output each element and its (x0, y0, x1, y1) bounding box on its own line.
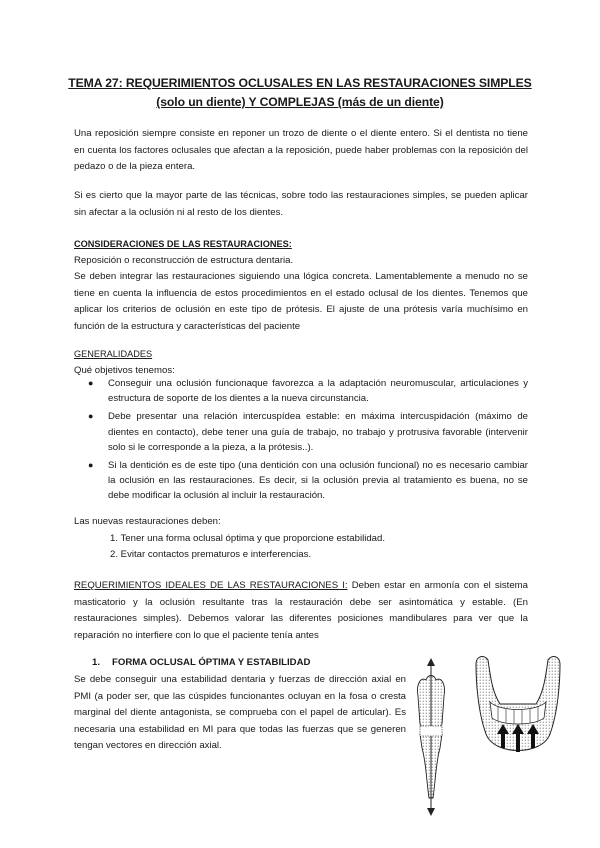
lower-tooth-root (420, 730, 442, 799)
bullet-icon: ● (88, 378, 94, 388)
consideraciones-line: Reposición o reconstrucción de estructura dentaria. (74, 254, 294, 266)
arrow-up-icon (427, 658, 435, 666)
intro-paragraph-2: Si es cierto que la mayor parte de las técnicas, sobre todo las restauraciones simples, se pueden aplicar sin afectar a la oclusión ni al resto de los dientes. (74, 190, 528, 218)
section-1-heading (92, 657, 310, 668)
section-1-text: Se debe conseguir una estabilidad dentaria y fuerzas de dirección axial en PMI (a poder ser, que las cúspides funcionantes ocluyan en la fosa o cresta marginal del diente antagonista, se comprueba con el papel de articular). Es necesaria una estabilidad en MI para que todas las fuerzas que se generen tengan vectores en dirección axial. (74, 674, 406, 752)
arrow-down-icon (427, 808, 435, 816)
bullet-item: ● Conseguir una oclusión funcionaque favorezca a la adaptación neuromuscular, articulaciones y estructura de soporte de los dientes a la nueva circunstancia. (88, 378, 528, 405)
mandible-forces-figure (470, 652, 566, 764)
consideraciones-section (74, 236, 528, 336)
consideraciones-heading: CONSIDERACIONES DE LAS RESTAURACIONES: (74, 239, 292, 249)
section-1-number: 1. (92, 657, 101, 668)
bullet-icon: ● (88, 460, 94, 471)
title-line-2: (solo un diente) Y COMPLEJAS (más de un diente) (156, 95, 444, 109)
force-arrows (497, 724, 539, 752)
nuevas-item-2: 2. Evitar contactos prematuros e interferencias. (110, 549, 312, 560)
requerimientos-text: Deben estar en armonía con el sistema masticatorio y la oclusión resultante tras la restauración debe ser asintomática y estable. (En restauraciones simples). Debemos valorar las diferentes posiciones mandibulares para ver que la reparación no interfiere con lo que el paciente tenía antes (74, 580, 528, 641)
generalidades-bullet-list (88, 376, 528, 507)
requerimientos-paragraph (74, 578, 528, 644)
bullet-icon: ● (88, 411, 94, 422)
nuevas-item-1: 1. Tener una forma oclusal óptima y que proporcione estabilidad. (110, 533, 386, 544)
requerimientos-heading: REQUERIMIENTOS IDEALES DE LAS RESTAURACIONES I: (74, 580, 348, 591)
intro-paragraph-1: Una reposición siempre consiste en reponer un trozo de diente o el diente entero. Si el dentista no tiene en cuenta los factores oclusales que afectan a la reposición, puede haber problemas con la reposición del pedazo o de la pieza entera. (74, 128, 528, 173)
occlusal-contact-zone (420, 726, 442, 736)
consideraciones-text: Se deben integrar las restauraciones siguiendo una lógica concreta. Lamentablemente a menudo no se tiene en cuenta la influencia de estos procedimientos en el estado oclusal de los dientes. Tenemos que aplicar los criterios de oclusión en este tipo de prótesis. El ajuste de una prótesis varía muchísimo en función de la estructura y características del paciente (74, 271, 528, 332)
generalidades-intro: Qué objetivos tenemos: (74, 364, 175, 376)
nuevas-intro: Las nuevas restauraciones deben: (74, 516, 221, 527)
generalidades-heading: GENERALIDADES (74, 349, 153, 359)
section-1-title: FORMA OCLUSAL ÓPTIMA Y ESTABILIDAD (112, 657, 311, 668)
title-line-1: TEMA 27: REQUERIMIENTOS OCLUSALES EN LAS RESTAURACIONES SIMPLES (68, 76, 532, 90)
bullet-item: ● Si la dentición es de este tipo (una dentición con una oclusión funcional) no es necesario cambiar la oclusión en las restauraciones. Es decir, si la oclusión previa al tratamiento es buena, no se debe modificar la oclusión al incluir la restauración. (88, 460, 528, 502)
bullet-item: ● Debe presentar una relación intercuspídea estable: en máxima intercuspidación (máximo de dientes en contacto), debe tener una guía de trabajo, no trabajo y protrusiva favorable (intervenir solo si le corresponde a la pieza, a la prótesis..). (88, 411, 528, 453)
tooth-axial-force-figure (410, 658, 454, 816)
upper-tooth-crown (417, 676, 444, 729)
generalidades-heading-block (74, 346, 528, 379)
